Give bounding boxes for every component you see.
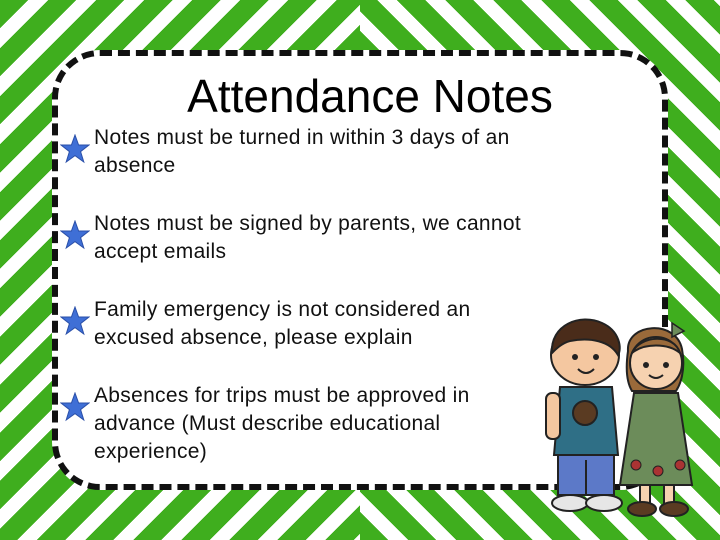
star-icon [60, 392, 90, 422]
bullet-item [60, 124, 540, 210]
bullet-text: Absences for trips must be approved in advance (Must describe educational experience) [94, 384, 470, 463]
bullet-text: Notes must be signed by parents, we cannot accept emails [94, 212, 522, 263]
bullet-item [60, 382, 540, 468]
kids-illustration [540, 315, 715, 520]
slide-title: Attendance Notes [187, 70, 553, 122]
bullet-item [60, 210, 540, 296]
star-icon [60, 220, 90, 250]
bullet-list [60, 124, 540, 468]
girl-figure [620, 323, 692, 516]
bullet-text: Family emergency is not considered an excused absence, please explain [94, 298, 471, 349]
bullet-item [60, 296, 540, 382]
star-icon [60, 306, 90, 336]
star-icon [60, 134, 90, 164]
bullet-text: Notes must be turned in within 3 days of an absence [94, 126, 510, 177]
boy-figure [546, 320, 622, 511]
